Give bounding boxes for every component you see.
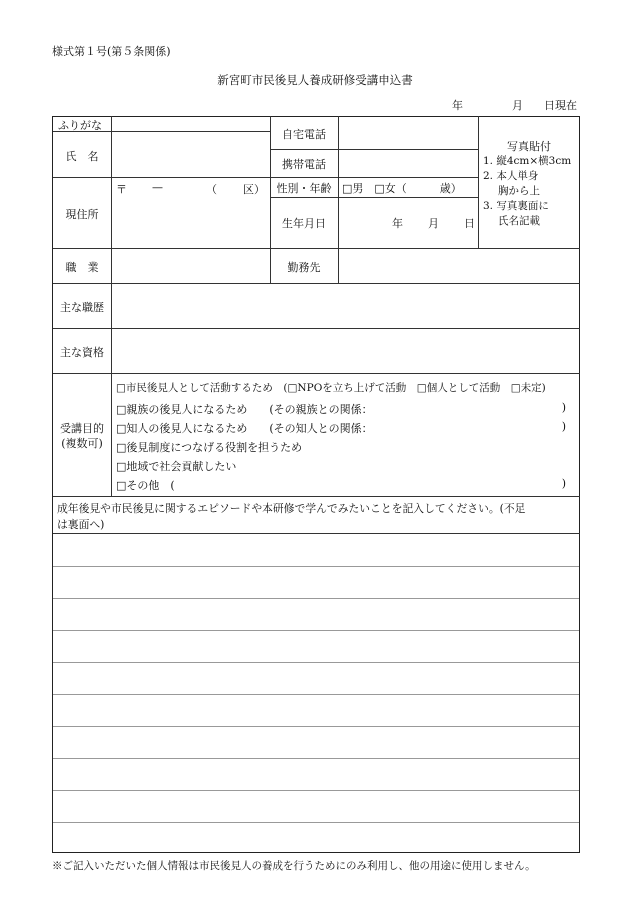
rule-gender [270, 197, 478, 198]
rule-furigana-2 [111, 131, 270, 132]
rule-occupation [53, 283, 580, 284]
purpose-option-6[interactable] [116, 477, 578, 493]
rule-address [53, 248, 580, 249]
gender-options[interactable]: □男 □女（ 歳） [342, 182, 462, 195]
photo-line-3: 3. 写真裏面に [483, 200, 549, 212]
address-label: 現住所 [65, 208, 99, 221]
form-id: 様式第１号(第５条関係) [52, 45, 171, 58]
writing-line[interactable] [53, 598, 579, 599]
purpose-option-6-text: □その他 ( [116, 479, 175, 492]
mobile-phone-label: 携帯電話 [282, 158, 326, 171]
date-month: 月 [512, 99, 523, 112]
postal-dash: — [152, 181, 163, 194]
rule-photo-col [478, 116, 479, 248]
purpose-option-1[interactable]: □市民後見人として活動するため (□NPOを立ち上げて活動 □個人として活動 □未定) [116, 382, 546, 394]
rule-name [53, 177, 478, 178]
photo-line-2: 2. 本人単身 [483, 170, 539, 182]
name-label: 氏 名 [65, 150, 99, 163]
purpose-option-6-close: ) [561, 477, 566, 490]
workplace-label: 勤務先 [287, 261, 321, 274]
writing-line[interactable] [53, 726, 579, 727]
writing-line[interactable] [53, 694, 579, 695]
rule-episode [53, 533, 580, 534]
date-day: 日現在 [544, 99, 577, 112]
purpose-option-5[interactable]: □地域で社会貢献したい [116, 460, 237, 473]
page-title: 新宮町市民後見人養成研修受講申込書 [217, 73, 413, 87]
privacy-footnote: ※ご記入いただいた個人情報は市民後見人の養成を行うためにのみ利用し、他の用途に使用しません。 [52, 860, 536, 872]
purpose-option-2-text: □親族の後見人になるため (その親族との関係： [116, 403, 373, 416]
episode-prompt-1: 成年後見や市民後見に関するエピソードや本研修で学んでみたいことを記入してください。(不足 [57, 502, 526, 515]
purpose-option-2[interactable] [116, 401, 578, 417]
qualifications-label: 主な資格 [60, 346, 104, 359]
writing-line[interactable] [53, 790, 579, 791]
gender-age-label: 性別・年齢 [276, 182, 332, 195]
purpose-option-3-text: □知人の後見人になるため (その知人との関係： [116, 422, 373, 435]
rule-purpose [53, 496, 580, 497]
writing-line[interactable] [53, 566, 579, 567]
birth-day: 日 [464, 217, 475, 230]
furigana-label: ふりがな [58, 119, 102, 132]
purpose-option-2-close: ) [561, 401, 566, 414]
ward-open: （ [206, 183, 217, 196]
purpose-sublabel: (複数可) [61, 437, 103, 450]
writing-line[interactable] [53, 630, 579, 631]
rule-label-col-purpose [111, 373, 112, 496]
writing-line[interactable] [53, 758, 579, 759]
writing-line[interactable] [53, 662, 579, 663]
postal-mark: 〒 [116, 183, 127, 196]
work-history-label: 主な職歴 [60, 301, 104, 314]
rule-label-col [111, 116, 112, 373]
rule-value-col [338, 116, 339, 283]
photo-line-2b: 胸から上 [498, 185, 540, 197]
birthdate-label: 生年月日 [282, 217, 326, 230]
purpose-option-4[interactable]: □後見制度につなげる役割を担うため [116, 441, 303, 454]
writing-line[interactable] [53, 822, 579, 823]
rule-qualifications [53, 373, 580, 374]
home-phone-label: 自宅電話 [282, 128, 326, 141]
photo-line-1: 1. 縦4cm×横3cm [483, 155, 572, 167]
photo-title: 写真貼付 [507, 140, 551, 153]
rule-homephone [270, 149, 478, 150]
episode-prompt-2: は裏面へ) [57, 518, 105, 531]
rule-history [53, 328, 580, 329]
occupation-label: 職 業 [65, 261, 99, 274]
photo-line-3b: 氏名記載 [498, 215, 540, 227]
purpose-option-3[interactable] [116, 420, 578, 436]
purpose-label: 受講目的 [60, 422, 104, 435]
date-year: 年 [452, 99, 463, 112]
birth-year: 年 [392, 217, 403, 230]
ward-close: 区） [243, 183, 265, 196]
birth-month: 月 [428, 217, 439, 230]
purpose-option-3-close: ) [561, 420, 566, 433]
